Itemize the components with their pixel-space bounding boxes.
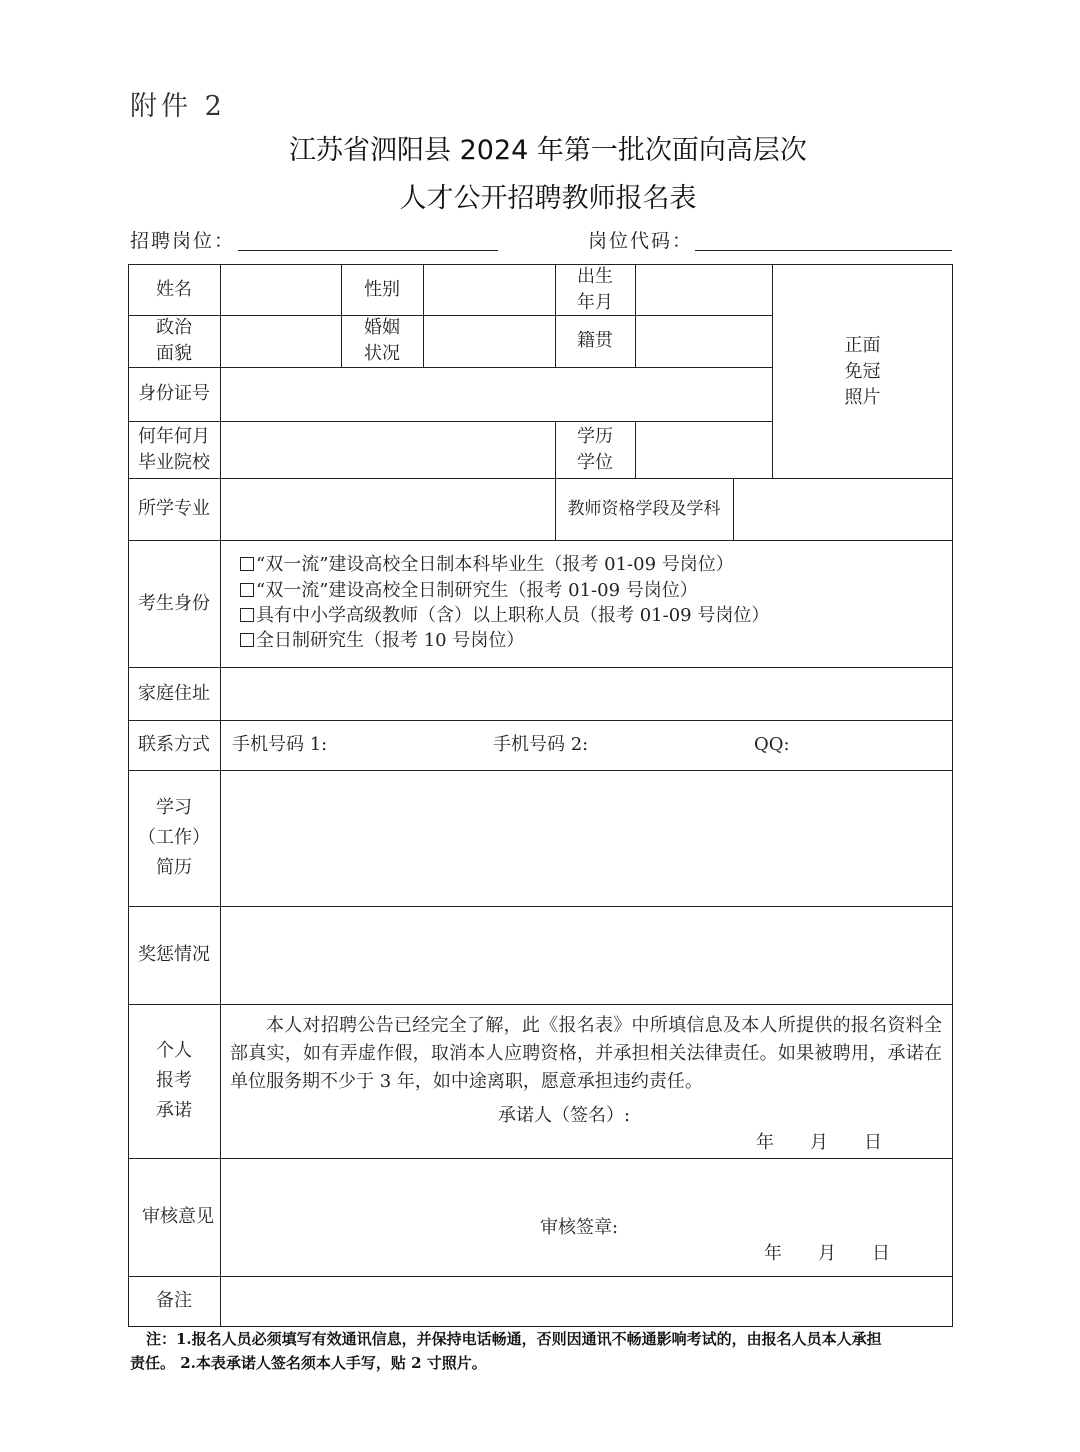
candidate-identity-label: 考生身份 [138,592,210,614]
identity-option-2[interactable] [240,578,698,604]
row-line [128,540,953,541]
identity-option-text: “双一流”建设高校全日制本科毕业生（报考 01-09 号岗位） [256,554,734,575]
identity-option-text: 具有中小学高级教师（含）以上职称人员（报考 01-09 号岗位） [256,605,770,626]
row-line [128,1158,953,1159]
identity-option-text: “双一流”建设高校全日制研究生（报考 01-09 号岗位） [256,580,698,601]
degree-input[interactable] [636,421,772,478]
phone1-field[interactable] [232,732,327,758]
resume-input[interactable] [221,770,952,906]
checkbox-icon[interactable] [240,583,254,597]
id-number-label: 身份证号 [138,383,210,404]
review-date: 年 月 日 [764,1243,890,1264]
degree-label: 学历 学位 [577,425,613,473]
rewards-label: 奖惩情况 [138,944,210,965]
resume-label: 学习 （工作） 简历 [138,797,210,878]
phone1-label: 手机号码 1: [232,734,328,755]
commitment-text: 本人对招聘公告已经完全了解，此《报名表》中所填信息及本人所提供的报名资料全部真实，如有弄虚作假，取消本人应聘资格，并承担相关法律责任。如果被聘用，承诺在单位服务期不少于 3 年，如中途离职，愿意承担违约责任。 [230,1015,942,1092]
marital-label: 婚姻 状况 [364,317,400,364]
row-line [128,720,953,721]
identity-option-text: 全日制研究生（报考 10 号岗位） [256,630,525,651]
commitment-date: 年 月 日 [756,1132,882,1153]
native-place-label: 籍贯 [577,330,613,351]
birth-label: 出生 年月 [577,265,613,313]
identity-option-3[interactable] [240,603,769,629]
position-label: 招聘岗位： [130,230,236,252]
row-line [128,1004,953,1005]
teacher-qualification-input[interactable] [734,478,952,540]
remarks-label: 备注 [156,1290,192,1311]
identity-option-1[interactable] [240,552,734,578]
gender-input[interactable] [424,264,555,315]
form-title-line2: 人才公开招聘教师报名表 [399,183,697,214]
gender-label: 性别 [364,278,400,300]
qq-field[interactable] [754,732,790,758]
native-place-input[interactable] [636,315,772,367]
phone2-label: 手机号码 2: [493,734,589,755]
remarks-input[interactable] [221,1276,952,1326]
qq-label: QQ: [754,734,790,755]
phone2-field[interactable] [493,732,588,758]
commitment-signer-label: 承诺人（签名）: [498,1105,631,1126]
political-label: 政治 面貌 [156,317,192,364]
position-code-field[interactable] [695,226,952,251]
birth-input[interactable] [636,264,772,315]
contact-label: 联系方式 [138,734,210,755]
identity-option-4[interactable] [240,628,524,654]
id-number-input[interactable] [221,367,772,421]
photo-placeholder[interactable] [773,265,952,478]
address-label: 家庭住址 [138,682,210,704]
review-label: 审核意见 [142,1206,214,1227]
graduation-input[interactable] [221,421,555,478]
major-label: 所学专业 [138,498,210,519]
footnote-line2: 责任。 2.本表承诺人签名须本人手写，贴 2 寸照片。 [130,1354,487,1372]
teacher-qualification-label: 教师资格学段及学科 [567,499,721,519]
attachment-label: 附件 2 [130,91,226,122]
checkbox-icon[interactable] [240,557,254,571]
review-seal[interactable] [540,1215,618,1241]
name-input[interactable] [221,264,341,315]
checkbox-icon[interactable] [240,633,254,647]
photo-label: 正面 免冠 照片 [844,334,881,408]
marital-input[interactable] [424,315,555,367]
graduation-label: 何年何月 毕业院校 [138,425,210,473]
commitment-label: 个人 报考 承诺 [156,1040,192,1121]
commitment-signer[interactable] [498,1103,630,1129]
address-input[interactable] [221,667,952,720]
rewards-input[interactable] [221,906,952,1004]
name-label: 姓名 [156,278,192,300]
form-title-line1: 江苏省泗阳县 2024 年第一批次面向高层次 [289,135,807,166]
footnote-line1: 注：1.报名人员必须填写有效通讯信息，并保持电话畅通，否则因通讯不畅通影响考试的，由报名人员本人承担 [146,1330,882,1348]
major-input[interactable] [221,478,555,540]
table-border-right [952,264,953,1327]
checkbox-icon[interactable] [240,608,254,622]
position-code-label: 岗位代码： [588,230,694,252]
position-field[interactable] [238,226,498,251]
review-seal-label: 审核签章: [540,1217,619,1238]
political-input[interactable] [221,315,341,367]
